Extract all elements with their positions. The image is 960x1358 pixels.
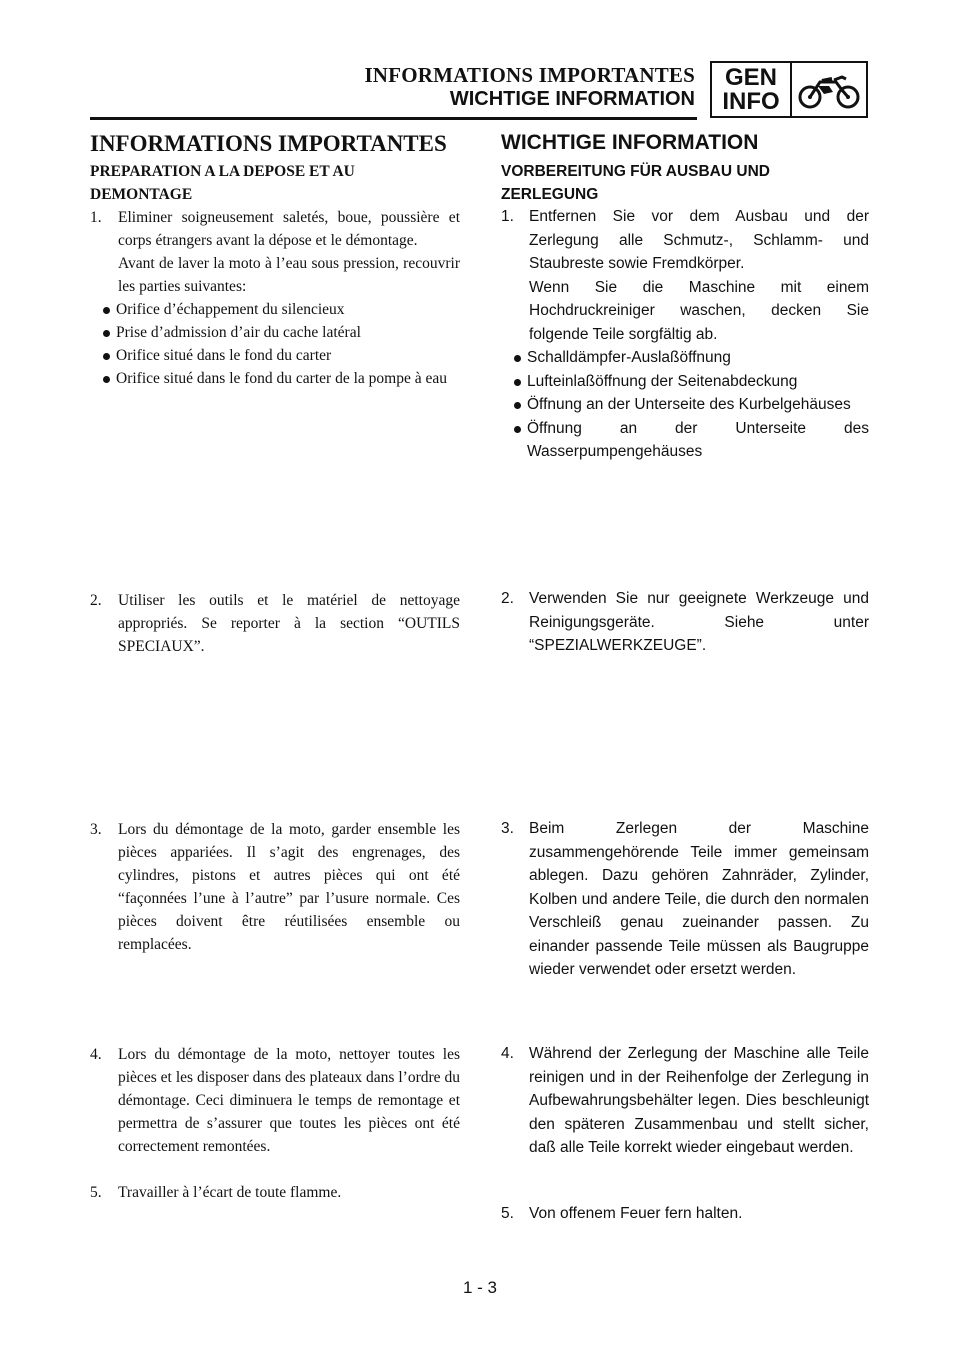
fr-item-2 xyxy=(90,589,460,658)
item-text: Von offenem Feuer fern halten. xyxy=(529,1205,743,1222)
fr-item-3 xyxy=(90,818,460,956)
header-title-de: WICHTIGE INFORMATION xyxy=(449,88,695,110)
item-text: Eliminer soigneusement saletés, boue, poussière et corps étrangers avant la dépose et le démontage. xyxy=(118,209,460,249)
bullet-icon xyxy=(514,355,521,362)
item-text: Entfernen Sie vor dem Ausbau und der Zerlegung alle Schmutz-, Schlamm- und Staubreste sowie Fremdkörper. xyxy=(529,208,869,272)
de-item-3 xyxy=(501,817,869,982)
bullet-icon xyxy=(103,330,110,337)
list-item: Orifice d’échappement du silencieux xyxy=(90,298,460,321)
badge-label xyxy=(712,63,792,116)
bullet-icon xyxy=(514,426,521,433)
item-number: 2. xyxy=(501,590,514,607)
item-number: 1. xyxy=(90,209,102,226)
list-item: Schalldämpfer-Auslaßöffnung xyxy=(501,346,869,370)
item-text: Travailler à l’écart de toute flamme. xyxy=(118,1184,342,1201)
item-number: 4. xyxy=(501,1045,514,1062)
item-text: Lors du démontage de la moto, nettoyer toutes les pièces et les disposer dans des plateaux dans l’ordre du démontage. Ceci diminuera le temps de remontage et permettra de s’assurer que toutes les pièces ont été correctement remontées. xyxy=(118,1046,460,1155)
bullet-icon xyxy=(103,353,110,360)
list-item: Öffnung an der Unterseite des Kurbelgehäuses xyxy=(501,393,869,417)
fr-item-4 xyxy=(90,1043,460,1158)
fr-item-5 xyxy=(90,1181,460,1204)
list-item: Öffnung an der Unterseite des Wasserpumpengehäuses xyxy=(501,417,869,464)
heading-de: WICHTIGE INFORMATION xyxy=(501,131,759,154)
item-text: Lors du démontage de la moto, garder ensemble les pièces appariées. Il s’agit des engrenages, des cylindres, pistons et autres pièces qui ont été “façonnées l’une à l’autre” par l’usure normale. Ces pièces doivent être réutilisées ensemble ou remplacées. xyxy=(118,821,460,953)
subheading-de: VORBEREITUNG FÜR AUSBAU UND ZERLEGUNG xyxy=(501,163,770,203)
heading-fr: INFORMATIONS IMPORTANTES xyxy=(90,131,447,156)
bullet-icon xyxy=(103,376,110,383)
list-item: Orifice situé dans le fond du carter de la pompe à eau xyxy=(90,367,460,390)
item-text: Verwenden Sie nur geeignete Werkzeuge und Reinigungsgeräte. Siehe unter “SPEZIALWERKZEUGE”. xyxy=(529,590,869,654)
bullet-icon xyxy=(514,402,521,409)
section-badge xyxy=(710,61,868,118)
de-item-2 xyxy=(501,587,869,658)
list-item: Orifice situé dans le fond du carter xyxy=(90,344,460,367)
motorcycle-icon xyxy=(792,63,866,116)
de-item-1 xyxy=(501,205,869,464)
item-number: 2. xyxy=(90,592,102,609)
item-text: Während der Zerlegung der Maschine alle Teile reinigen und in der Reihenfolge der Zerlegung in Aufbewahrungsbehälter legen. Dies beschleunigt den späteren Zusammenbau und stellt sicher, daß alle Teile korrekt wieder eingebaut werden. xyxy=(529,1045,869,1156)
item-extra: Wenn Sie die Maschine mit einem Hochdruckreiniger waschen, decken Sie folgende Teile sorgfältig ab. xyxy=(529,278,869,343)
header-title-fr: INFORMATIONS IMPORTANTES xyxy=(364,63,695,87)
item-number: 4. xyxy=(90,1046,102,1063)
bullet-icon xyxy=(514,379,521,386)
item-extra: Avant de laver la moto à l’eau sous pression, recouvrir les parties suivantes: xyxy=(118,255,460,295)
subheading-fr: PREPARATION A LA DEPOSE ET AU DEMONTAGE xyxy=(90,163,355,203)
bullet-icon xyxy=(103,307,110,314)
item-number: 3. xyxy=(90,821,102,838)
item-number: 5. xyxy=(90,1184,102,1201)
item-number: 5. xyxy=(501,1205,514,1222)
item-number: 1. xyxy=(501,208,514,225)
de-item-5 xyxy=(501,1202,869,1226)
item-text: Beim Zerlegen der Maschine zusammengehörende Teile immer gemeinsam ablegen. Dazu gehören Zahnräder, Zylinder, Kolben und andere Teile, die durch den normalen Verschleiß genau zueinander passen. Zu einander passende Teile müssen als Baugruppe wieder verwendet oder ersetzt werden. xyxy=(529,820,869,978)
item-text: Utiliser les outils et le matériel de nettoyage appropriés. Se reporter à la section “OUTILS SPECIAUX”. xyxy=(118,592,460,655)
de-item-4 xyxy=(501,1042,869,1160)
fr-item-1 xyxy=(90,206,460,390)
page-number: 1 - 3 xyxy=(462,1278,498,1297)
badge-line1: GEN xyxy=(724,63,777,91)
badge-line2: INFO xyxy=(722,87,780,115)
list-item: Prise d’admission d’air du cache latéral xyxy=(90,321,460,344)
list-item: Lufteinlaßöffnung der Seitenabdeckung xyxy=(501,370,869,394)
item-number: 3. xyxy=(501,820,514,837)
header-rule xyxy=(90,117,697,120)
